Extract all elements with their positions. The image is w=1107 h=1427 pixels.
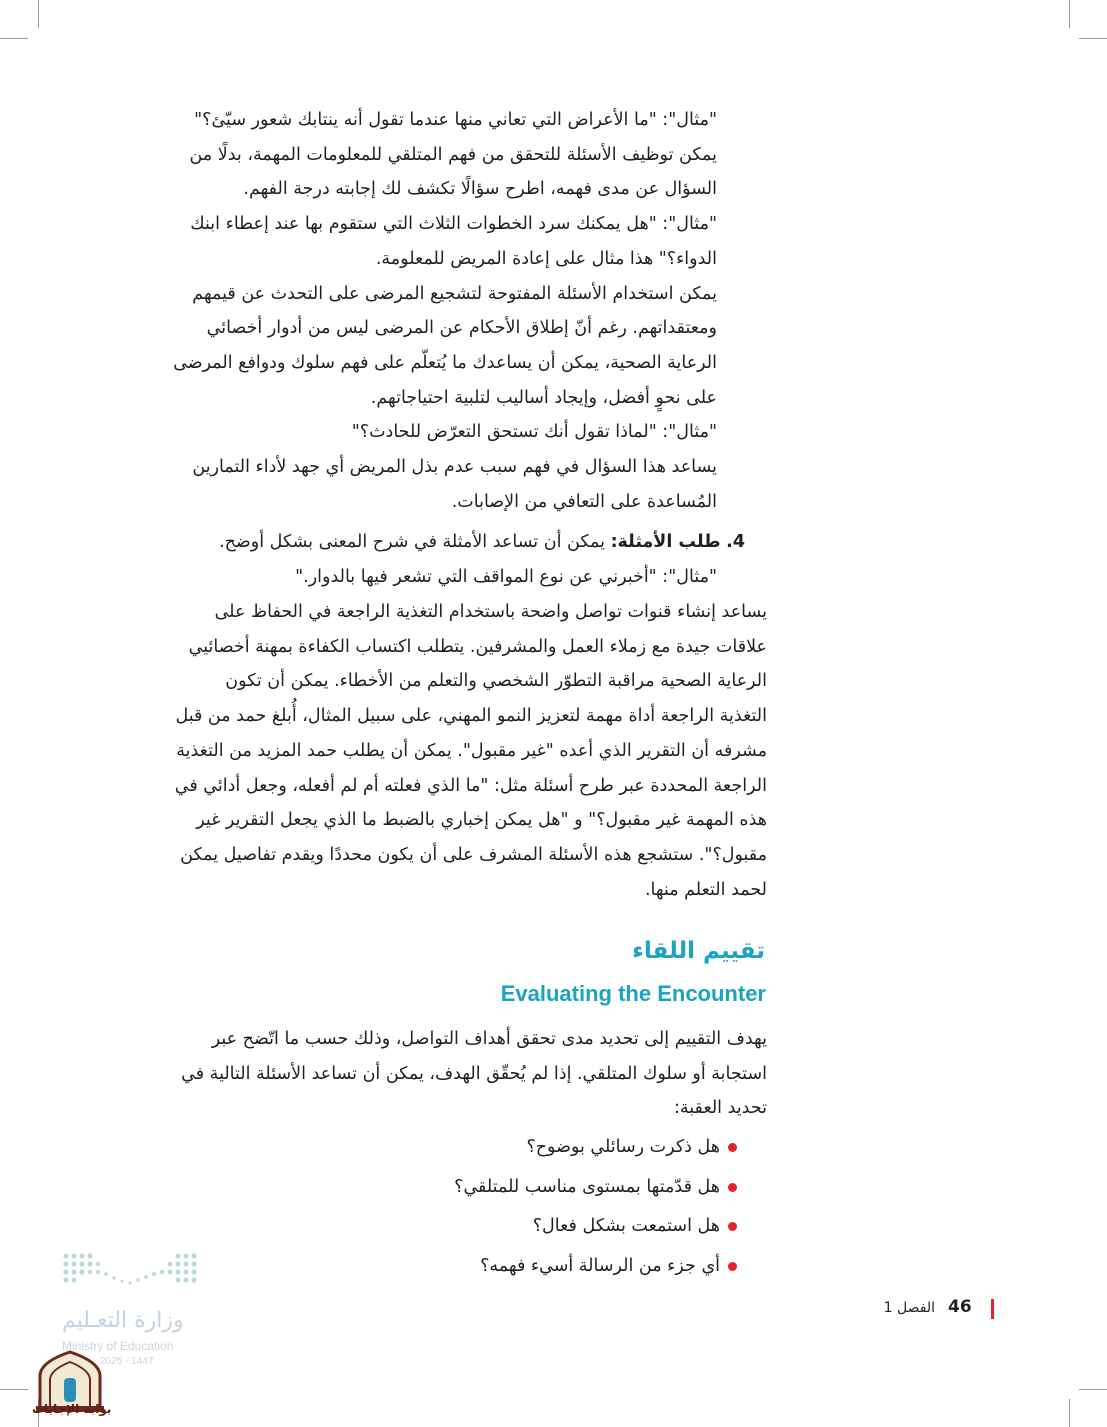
crop-mark [1079, 38, 1107, 39]
text-line: تحديد العقبة: [673, 1098, 767, 1119]
crop-mark [1069, 1399, 1070, 1427]
numbered-item-4 [219, 525, 745, 560]
text-line: مشرفه أن التقرير الذي أعده "غير مقبول". يمكن أن يطلب حمد المزيد من التغذية [176, 740, 767, 761]
text-line: التغذية الراجعة أداة مهمة لتعزيز النمو المهني، على سبيل المثال، أُبلغ حمد من قبل [175, 706, 767, 727]
ministry-year: 2025 - 1447 [100, 1356, 154, 1367]
text-line: علاقات جيدة مع زملاء العمل والمشرفين. يتطلب اكتساب الكفاءة بمهنة أخصائيي [188, 636, 767, 657]
bullet-item [480, 1256, 737, 1276]
text-line: يمكن توظيف الأسئلة للتحقق من فهم المتلقي للمعلومات المهمة، بدلًا من [189, 144, 717, 165]
text-line: "مثال": "لماذا تقول أنك تستحق التعرّض للحادث؟" [351, 422, 717, 443]
text-line: "مثال": "هل يمكنك سرد الخطوات الثلاث التي ستقوم بها عند إعطاء ابنك [190, 214, 717, 235]
crop-mark [1079, 1389, 1107, 1390]
section-title-en: Evaluating the Encounter [500, 981, 766, 1006]
crop-mark [0, 1389, 28, 1390]
bullet-item [526, 1137, 737, 1157]
text-line: يساعد إنشاء قنوات تواصل واضحة باستخدام التغذية الراجعة في الحفاظ على [214, 602, 767, 622]
text-line: يمكن استخدام الأسئلة المفتوحة لتشجيع المرضى على التحدث عن قيمهم [192, 283, 717, 304]
paragraph-evaluation [135, 1022, 767, 1126]
section-title-ar: تقييم اللقاء [632, 938, 765, 964]
text-line: لحمد التعلم منها. [644, 879, 767, 900]
crop-mark [38, 0, 39, 28]
bullet-dot-icon [728, 1183, 737, 1192]
item-title: طلب الأمثلة: [610, 532, 721, 552]
ministry-name-en: Ministry of Education [62, 1339, 174, 1353]
bullet-text: هل قدّمتها بمستوى مناسب للمتلقي؟ [454, 1177, 720, 1197]
item-text: يمكن أن تساعد الأمثلة في شرح المعنى بشكل أوضح. [219, 532, 611, 552]
text-line: مقبول؟". ستشجع هذه الأسئلة المشرف على أن يكون محددًا ويقدم تفاصيل يمكن [180, 844, 767, 865]
bullet-dot-icon [728, 1222, 737, 1231]
bullet-text: هل استمعت بشكل فعال؟ [532, 1216, 720, 1236]
chapter-label: الفصل 1 [883, 1300, 935, 1316]
bullet-text: أي جزء من الرسالة أسيء فهمه؟ [480, 1256, 720, 1276]
text-line: "مثال": "ما الأعراض التي تعاني منها عندما تقول أنه ينتابك شعور سيّئ؟" [194, 110, 717, 130]
paragraph-examples [135, 103, 717, 519]
text-line: يهدف التقييم إلى تحديد مدى تحقق أهداف التواصل، وذلك حسب ما اتّضح عبر [211, 1029, 767, 1049]
text-line: يساعد هذا السؤال في فهم سبب عدم بذل المريض أي جهد لأداء التمارين [192, 457, 717, 478]
bullet-dot-icon [728, 1262, 737, 1271]
ministry-logo-icon [60, 1250, 200, 1298]
text-line: على نحوٍ أفضل، وإيجاد أساليب لتلبية احتياجاتهم. [370, 387, 717, 408]
crop-mark [0, 38, 28, 39]
item-number: 4. [726, 532, 745, 552]
crop-mark [1069, 0, 1070, 28]
text-line: الدواء؟" هذا مثال على إعادة المريض للمعلومة. [375, 248, 717, 269]
bullet-dot-icon [728, 1143, 737, 1152]
ministry-name-ar: وزارة التعـليم [62, 1308, 184, 1333]
page-number: 46 [948, 1297, 972, 1317]
text-line: ومعتقداتهم. رغم أنّ إطلاق الأحكام عن المرضى ليس من أدوار أخصائي [206, 318, 717, 339]
text-line: الرعاية الصحية، يمكن أن يساعدك ما يُتعلّم على فهم سلوك ودوافع المرضى [173, 352, 717, 373]
text-line: السؤال عن مدى فهمه، اطرح سؤالًا تكشف لك إجابته درجة الفهم. [243, 179, 717, 200]
paragraph-feedback [135, 595, 767, 907]
bullet-item [533, 1216, 737, 1236]
text-line: الرعاية الصحية مراقبة التطوّر الشخصي والتعلم من الأخطاء. يمكن أن تكون [225, 671, 767, 692]
text-line: المُساعدة على التعافي من الإصابات. [451, 491, 717, 512]
footer-divider [991, 1299, 994, 1319]
watermark-text: بوابة الإجابات [32, 1402, 112, 1416]
bullet-text: هل ذكرت رسائلي بوضوح؟ [526, 1137, 720, 1157]
text-line: هذه المهمة غير مقبول؟" و "هل يمكن إخباري بالضبط ما الذي يجعل التقرير غير [196, 810, 767, 831]
text-line: الراجعة المحددة عبر طرح أسئلة مثل: "ما الذي فعلته أم لم أفعله، وجعل أدائي في [174, 775, 767, 796]
item-example: "مثال": "أخبرني عن نوع المواقف التي تشعر فيها بالدوار." [295, 567, 717, 587]
bullet-item [454, 1177, 737, 1197]
text-line: استجابة أو سلوك المتلقي. إذا لم يُحقّق الهدف، يمكن أن تساعد الأسئلة التالية في [181, 1063, 767, 1084]
